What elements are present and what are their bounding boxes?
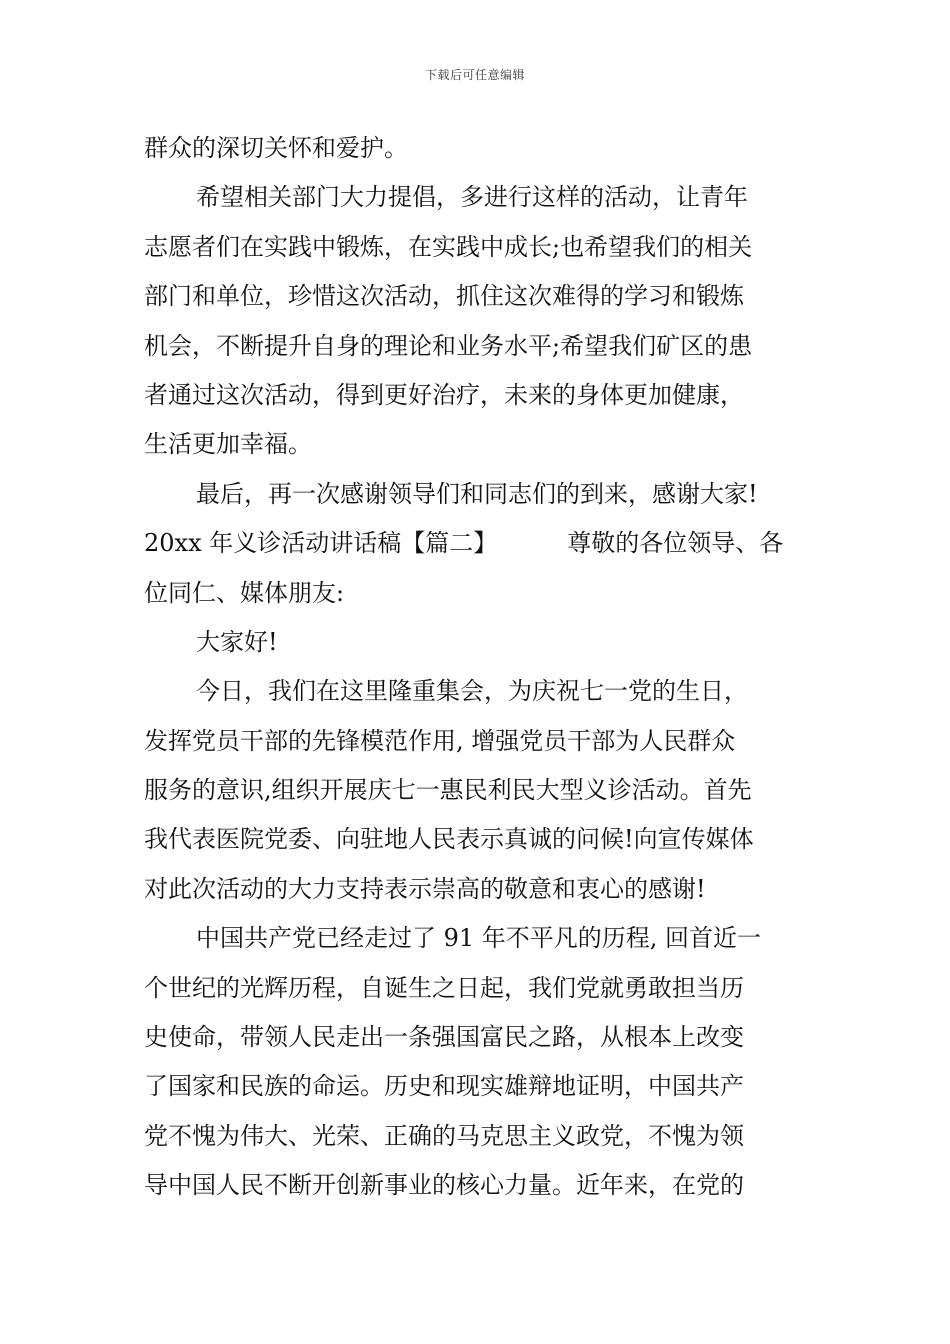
text-line: 志愿者们在实践中锻炼，在实践中成长;也希望我们的相关 <box>144 232 753 261</box>
text-line: 我代表医院党委、向驻地人民表示真诚的问候!向宣传媒体 <box>144 825 754 854</box>
text-line: 了国家和民族的命运。历史和现实雄辩地证明，中国共产 <box>144 1072 744 1101</box>
text-line: 党不愧为伟大、光荣、正确的马克思主义政党，不愧为领 <box>144 1121 744 1150</box>
text-line: 希望相关部门大力提倡，多进行这样的活动，让青年 <box>196 183 748 212</box>
text-line: 导中国人民不断开创新事业的核心力量。近年来，在党的 <box>144 1171 744 1200</box>
section-heading-line <box>144 519 806 568</box>
text-line: 发挥党员干部的先锋模范作用, 增强党员干部为人民群众 <box>144 726 736 755</box>
section-heading: 20xx 年义诊活动讲话稿【篇二】 <box>144 529 498 558</box>
text-line: 今日，我们在这里隆重集会，为庆祝七一党的生日， <box>196 677 748 706</box>
text-line: 生活更加幸福。 <box>144 430 312 459</box>
text-line: 个世纪的光辉历程，自诞生之日起，我们党就勇敢担当历 <box>144 973 744 1002</box>
text-line: 机会，不断提升自身的理论和业务水平;希望我们矿区的患 <box>144 331 753 360</box>
text-line: 群众的深切关怀和爱护。 <box>144 134 408 162</box>
document-body <box>144 124 806 1211</box>
text-line: 大家好! <box>196 627 278 656</box>
text-line: 对此次活动的大力支持表示崇高的敬意和衷心的感谢! <box>144 874 706 903</box>
text-line: 部门和单位，珍惜这次活动，抓住这次难得的学习和锻炼 <box>144 282 744 311</box>
text-line: 最后，再一次感谢领导们和同志们的到来，感谢大家! <box>196 479 758 508</box>
page-header: 下载后可任意编辑 <box>424 68 525 82</box>
text-line: 史使命，带领人民走出一条强国富民之路，从根本上改变 <box>144 1023 744 1052</box>
text-line: 服务的意识,组织开展庆七一惠民利民大型义诊活动。首先 <box>144 776 752 805</box>
text-line: 者通过这次活动，得到更好治疗，未来的身体更加健康， <box>144 380 744 409</box>
text-line: 位同仁、媒体朋友: <box>144 578 345 607</box>
salutation-start: 尊敬的各位领导、各 <box>567 529 784 558</box>
text-line: 中国共产党已经走过了 91 年不平凡的历程, 回首近一 <box>196 924 762 953</box>
